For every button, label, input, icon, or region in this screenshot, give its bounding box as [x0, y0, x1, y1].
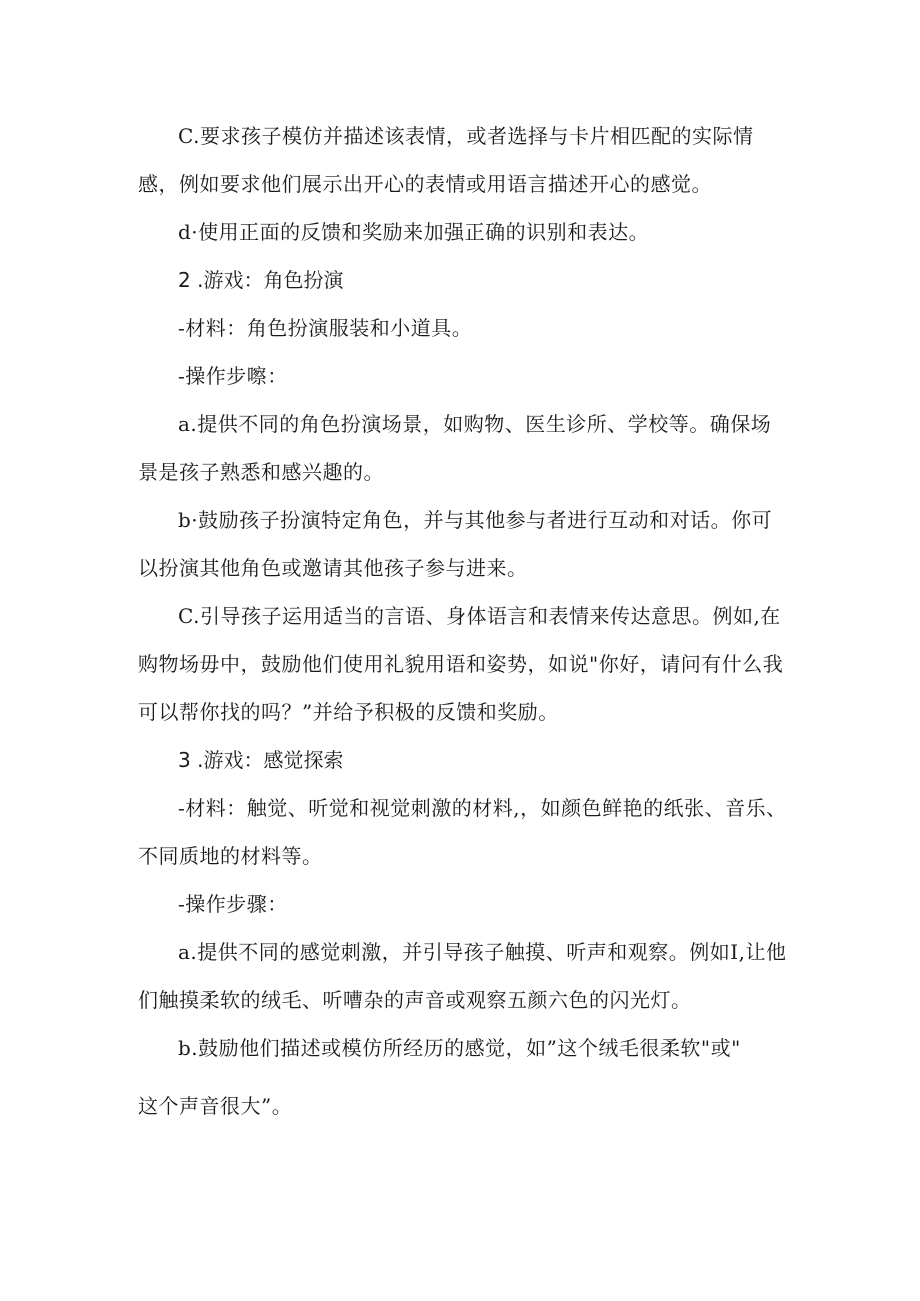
- paragraph-b-describe: b.鼓励他们描述或模仿所经历的感觉，如”这个绒毛很柔软"或": [178, 1036, 741, 1060]
- paragraph-steps-label-1: -操作步嚓：: [178, 364, 288, 388]
- paragraph-c-guide: C.引导孩子运用适当的言语、身体语言和表情来传达意思。例如,在购物场毋中，鼓励他们使用礼貌用语和姿势，如说"你好，请问有什么我可以帮你找的吗？”并给予积极的反馈和奖励。: [138, 604, 784, 724]
- paragraph-b-roles: b·鼓励孩子扮演特定角色，并与其他参与者进行互动和对话。你可以扮演其他角色或邀请其他孩子参与进来。: [138, 508, 773, 580]
- paragraph-a-stimuli: a.提供不同的感觉刺激，并引导孩子触摸、听声和观察。例如I,让他们触摸柔软的绒毛、听嘈杂的声音或观察五颜六色的闪光灯。: [138, 940, 787, 1012]
- heading-sensory: 3 .游戏：感觉探索: [178, 748, 344, 772]
- paragraph-steps-label-2: -操作步骤：: [178, 892, 288, 916]
- document-body: [138, 112, 788, 1130]
- paragraph-c-imitate: C.要求孩子模仿并描述该表情，或者选择与卡片相匹配的实际情感，例如要求他们展示出开心的表情或用语言描述开心的感觉。: [138, 124, 754, 196]
- heading-role-play: 2 .游戏：角色扮演: [178, 268, 344, 292]
- paragraph-materials-sensory: -材料：触觉、听觉和视觉刺激的材料,，如颜色鲜艳的纸张、音乐、不同质地的材料等。: [138, 796, 787, 868]
- paragraph-materials-role-play: -材料：角色扮演服装和小道具。: [178, 316, 473, 340]
- paragraph-d-feedback: d·使用正面的反馈和奖励来加强正确的识别和表达。: [178, 220, 650, 244]
- paragraph-b-continuation: 这个声音很大”。: [138, 1094, 293, 1118]
- paragraph-a-scenes: a.提供不同的角色扮演场景，如购物、医生诊所、学校等。确保场景是孩子熟悉和感兴趣的。: [138, 412, 772, 484]
